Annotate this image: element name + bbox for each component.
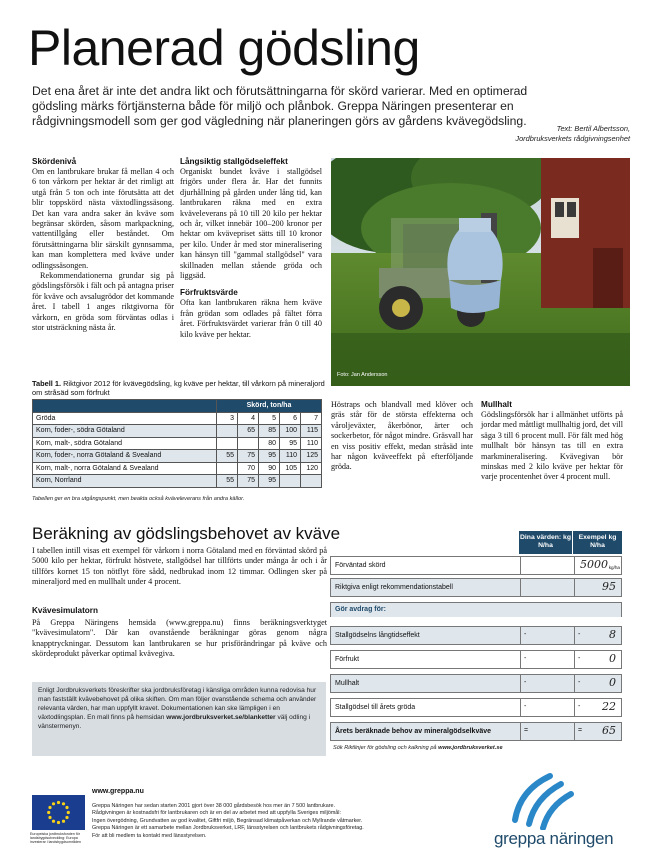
intro-text: Det ena året är inte det andra likt och förutsättningarna för skörd varierar. Med en optimerad gödsling märks förtjänsterna både för miljö och plånbok. Greppa Näringen presenterar en rådgivningsmodell som ger god vägledning när planeringen görs av gårdens kvävegödsling. <box>32 84 528 128</box>
heading-kvavesimulatorn: Kvävesimulatorn <box>32 606 98 615</box>
calc-example-value: 8 <box>609 628 616 641</box>
farm-scene-image <box>331 158 630 386</box>
greppa-logo-text: greppa näringen <box>494 829 614 848</box>
eu-flag-icon <box>32 795 85 830</box>
calc-input-cell[interactable] <box>520 651 574 668</box>
table-cell: 95 <box>259 475 280 488</box>
heading-forfrukt: Förfruktsvärde <box>180 288 238 298</box>
body-langsiktig <box>180 167 322 281</box>
table-cell: 95 <box>259 450 280 463</box>
table-row <box>33 450 322 463</box>
calc-input-cell[interactable] <box>520 699 574 716</box>
calc-row-label: Gör avdrag för: <box>335 606 386 613</box>
calc-note <box>333 745 503 751</box>
table1-band-label: Skörd, ton/ha <box>217 400 322 413</box>
eu-stars-icon <box>32 795 85 830</box>
table1-band-blank <box>33 400 217 413</box>
footer-text <box>92 803 462 840</box>
calc-example-cell <box>574 627 622 644</box>
table-cell: 70 <box>238 462 259 475</box>
calc-operator: - <box>524 631 527 638</box>
calc-row-label: Stallgödsel till årets gröda <box>335 704 416 711</box>
table1-header-row <box>33 412 322 425</box>
heading-mullhalt: Mullhalt <box>481 400 512 409</box>
table-row <box>33 462 322 475</box>
calc-row-riktgiva <box>330 578 622 597</box>
calc-note-link[interactable]: www.jordbruksverket.se <box>438 745 503 751</box>
table-cell <box>280 475 301 488</box>
calc-note-text: Sök Riktlinjer för gödsling och kalkning på <box>333 745 439 751</box>
calc-operator: - <box>578 655 581 662</box>
calc-example-cell <box>574 723 622 740</box>
table1-header-cell: 6 <box>280 412 301 425</box>
author-line-1: Text: Bertil Albertsson, <box>556 124 630 133</box>
table1-header-cell: Gröda <box>33 412 217 425</box>
body-berakning <box>32 546 327 588</box>
table-cell: 115 <box>301 425 322 438</box>
table-cell <box>217 437 238 450</box>
table-row <box>33 425 322 438</box>
table1-header-cell: 7 <box>301 412 322 425</box>
calc-operator: - <box>524 679 527 686</box>
calc-row-stallgodsel-langtid <box>330 626 622 645</box>
table-cell: 75 <box>238 450 259 463</box>
footer-line: Ingen övergödning, Grundvatten av god kvalitet, Giftfri miljö, Begränsad klimatpåverkan och Myllrande våtmarker. <box>92 817 363 824</box>
table-cell <box>217 462 238 475</box>
table-cell <box>238 437 259 450</box>
paragraph: Ofta kan lantbrukaren räkna hem kväve från grödan som odlades på fältet förra året. Förfruktsvärdet varierar från 0 till 40 kilo kväve per hektar. <box>180 298 322 339</box>
calc-operator: = <box>578 727 583 734</box>
calc-operator: - <box>524 703 527 710</box>
calc-row-stallgodsel-arets <box>330 698 622 717</box>
author-line-2: Jordbruksverkets rådgivningsenhet <box>515 134 630 143</box>
footer-line: För att bli medlem ta kontakt med länsstyrelsen. <box>92 832 207 839</box>
calc-example-cell <box>574 557 622 574</box>
author-credit <box>430 124 630 144</box>
table-cell: 120 <box>301 462 322 475</box>
table-row <box>33 475 322 488</box>
calc-operator: - <box>578 703 581 710</box>
paragraph: I tabellen intill visas ett exempel för vårkorn i norra Götaland med en förväntad skörd på 5000 kilo per hektar, förfrukt höstvete, stallgödsel har tillförts under många år och i år tillförs kornet 15 ton nötflyt före sådd, nedbrukad inom 12 timmar. Odlingen sker på mineraljord med en mullhalt under 4 procent. <box>32 546 327 587</box>
table-cell: Korn, foder-, södra Götaland <box>33 425 217 438</box>
body-mullhalt <box>481 410 623 483</box>
calc-example-value: 22 <box>602 700 616 713</box>
table-cell: 80 <box>259 437 280 450</box>
table-cell: 55 <box>217 475 238 488</box>
calc-example-value: 95 <box>602 580 616 593</box>
info-box <box>32 682 326 756</box>
table-cell <box>217 425 238 438</box>
column-skordeniva <box>32 157 174 334</box>
calc-row-mullhalt <box>330 674 622 693</box>
calc-row-forvantad-skord <box>330 556 622 575</box>
table-cell: 100 <box>280 425 301 438</box>
footer-line: Greppa Näringen har sedan starten 2001 gjort över 38 000 gårdsbesök hos mer än 7 500 lantbrukare. <box>92 803 336 809</box>
calc-operator: = <box>524 727 529 734</box>
calc-header-example: Exempel kg N/ha <box>573 531 622 554</box>
calc-row-label: Årets beräknade behov av mineralgödselkväve <box>335 728 492 735</box>
calc-example-cell <box>574 675 622 692</box>
table-cell: 95 <box>280 437 301 450</box>
paragraph: Rekommendationerna grundar sig på gödslingsförsök i fält och på antagna priser för kväve och avsalugrödor det kommande året. I tabell 1 anges riktgivorna för vårkorn, en gröda som förväntas odlas i stor utsträckning nästa år. <box>32 271 174 333</box>
calc-example-value: 5000 <box>580 558 608 571</box>
paragraph: Höstraps och blandvall med klöver och gräs står för de största effekterna och våroljeväxter, åkerbönor, ärter och sockerbetor, för något mindre. Gräsvall har en viss positiv effekt, medan stråsäd inte har någon kväveeffekt på efterföljande gröda. <box>331 400 473 472</box>
table-cell: 55 <box>217 450 238 463</box>
table-cell: 85 <box>259 425 280 438</box>
table1-caption-text: Riktgivor 2012 för kvävegödsling, kg kväve per hektar, till vårkorn på mineraljord om stråsäd som förfrukt <box>32 379 325 397</box>
section-title-berakning: Beräkning av gödslingsbehovet av kväve <box>32 524 341 543</box>
calc-operator: - <box>578 679 581 686</box>
calc-input-cell[interactable] <box>520 723 574 740</box>
calc-example-value: 0 <box>609 652 616 665</box>
calc-row-label: Stallgödselns långtidseffekt <box>335 632 420 639</box>
calc-input-cell[interactable] <box>520 579 574 596</box>
table-cell: 110 <box>301 437 322 450</box>
calc-operator: - <box>578 631 581 638</box>
table-cell: 110 <box>280 450 301 463</box>
table1-header-cell: 3 <box>217 412 238 425</box>
table-cell: 65 <box>238 425 259 438</box>
calc-example-value: 0 <box>609 676 616 689</box>
calc-row-label: Mullhalt <box>335 680 360 687</box>
calc-row-forfrukt <box>330 650 622 669</box>
calc-example-cell <box>574 699 622 716</box>
calc-row-label: Riktgiva enligt rekommendationstabell <box>335 584 453 591</box>
table-row <box>33 437 322 450</box>
table-cell: 105 <box>280 462 301 475</box>
calc-unit: kg/ha <box>608 565 620 570</box>
calc-example-cell <box>574 651 622 668</box>
table1-note: Tabellen ger en bra utgångspunkt, men beakta också kväveleverans från andra källor. <box>32 496 245 502</box>
page-title: Planerad gödsling <box>28 20 420 76</box>
body-kvavesimulatorn <box>32 618 327 660</box>
calc-row-arets-behov <box>330 722 622 741</box>
table1-caption-label: Tabell 1. <box>32 379 62 388</box>
calc-input-cell[interactable] <box>520 675 574 692</box>
table1-riktgivor <box>32 399 322 488</box>
footer-line: Rådgivningen är kostnadsfri för lantbrukaren och är en del av arbetet med att uppfylla Sveriges miljömål: <box>92 810 341 817</box>
calc-header-your-values: Dina värden: kg N/ha <box>519 531 572 554</box>
paragraph: Organiskt bundet kväve i stallgödsel frigörs under flera år. Har det funnits djurhållning på gården under lång tid, kan lantbrukaren räkna med en extra kväveleverans på 10 till 20 kilo per hektar och år, vilket innebär 100–200 kronor per hektar om kvävepriset sätts till 10 kronor per kilo. Under år med stor mineralisering kan hänsyn till "gammal stallgödsel" vara skillnaden mellan stående gröda och liggsäd. <box>180 167 322 281</box>
calc-example-value: 65 <box>602 724 616 737</box>
paragraph: Om en lantbrukare brukar få mellan 4 och 6 ton vårkorn per hektar är det rimligt att utgå från 5 ton och inte förutsätta att det blir toppskörd nästa växtodlingssäsong. Det kan vara andra saker än kväve som begränsar skörden, såsom markpackning, vattentillgång eller beståndet. Om förutsättningarna blir särskilt gynnsamma, kan man komplettera med kväve under odlingssäsongen. <box>32 167 174 270</box>
footer-line: Greppa Näringen är ett samarbete mellan Jordbruksverket, LRF, länsstyrelsen och lantbrukets rådgivningsföretag. <box>92 825 364 832</box>
table1-caption <box>32 380 332 397</box>
table-cell: Korn, malt-, norra Götaland & Svealand <box>33 462 217 475</box>
footer-url-link[interactable]: www.greppa.nu <box>92 788 144 795</box>
column-langsiktig <box>180 157 322 340</box>
calc-input-cell[interactable] <box>520 557 574 574</box>
table-cell: 90 <box>259 462 280 475</box>
greppa-swoosh-icon <box>495 770 630 830</box>
info-box-text: Enligt Jordbruksverkets föreskrifter ska jordbruksföretag i känsliga områden kunna redovisa hur man fastställt kvävebehovet på olika skiften. Om man följer ovanstående schema och använder relevanta värden, har man uppfyllt kravet. Dokumentationen kan ske lämpligen i en växtodlingsplan. En mall finns på hemsidan <box>38 687 317 721</box>
body-skordeniva <box>32 167 174 334</box>
calc-example-cell <box>574 579 622 596</box>
table1-header-cell: 4 <box>238 412 259 425</box>
heading-skordeniva: Skördenivå <box>32 157 77 166</box>
calc-row-gor-avdrag <box>330 602 622 617</box>
table-cell: Korn, malt-, södra Götaland <box>33 437 217 450</box>
column-hostraps <box>331 400 473 473</box>
table1-header-cell: 5 <box>259 412 280 425</box>
photo-credit: Foto: Jan Andersson <box>337 372 388 378</box>
paragraph: På Greppa Näringens hemsida (www.greppa.nu) finns beräkningsverktyget "kvävesimulatorn". Där kan ovanstående beräkningar göras genom några knapptryckningar. Dessutom kan lantbrukaren se hur prisförändringar på kväve och skördeprodukt påverkar optimal kvävegiva. <box>32 618 327 659</box>
calc-input-cell[interactable] <box>520 627 574 644</box>
body-forfrukt <box>180 298 322 340</box>
table-cell <box>301 475 322 488</box>
paragraph: Gödslingsförsök har i allmänhet utförts på jordar med måttligt mullhaltig jord, det vill säga 3 till 6 procent mull. För fält med hög mullhalt bör hänsyn tas till en extra markmineralisering. Kvävegivan bör minskas med 2 kilo kväve per hektar för varje procentenhet över 4 procent mull. <box>481 410 623 482</box>
table-cell: 125 <box>301 450 322 463</box>
eu-caption: Europeiska jordbruksfonden för landsbygdsutveckling: Europa investerar i landsbygdsområden <box>30 832 81 845</box>
heading-langsiktig: Långsiktig stallgödseleffekt <box>180 157 288 166</box>
tractor-photo <box>331 158 630 386</box>
calc-row-label: Förfrukt <box>335 656 360 663</box>
calc-operator: - <box>524 655 527 662</box>
blanketter-link[interactable]: www.jordbruksverket.se/blanketter <box>166 714 276 721</box>
info-box-tail: välj odling i vänstermenyn. <box>38 714 311 730</box>
table-cell: 75 <box>238 475 259 488</box>
column-mullhalt <box>481 400 623 483</box>
calc-row-label: Förväntad skörd <box>335 562 386 569</box>
table-cell: Korn, Norrland <box>33 475 217 488</box>
table-cell: Korn, foder-, norra Götaland & Svealand <box>33 450 217 463</box>
